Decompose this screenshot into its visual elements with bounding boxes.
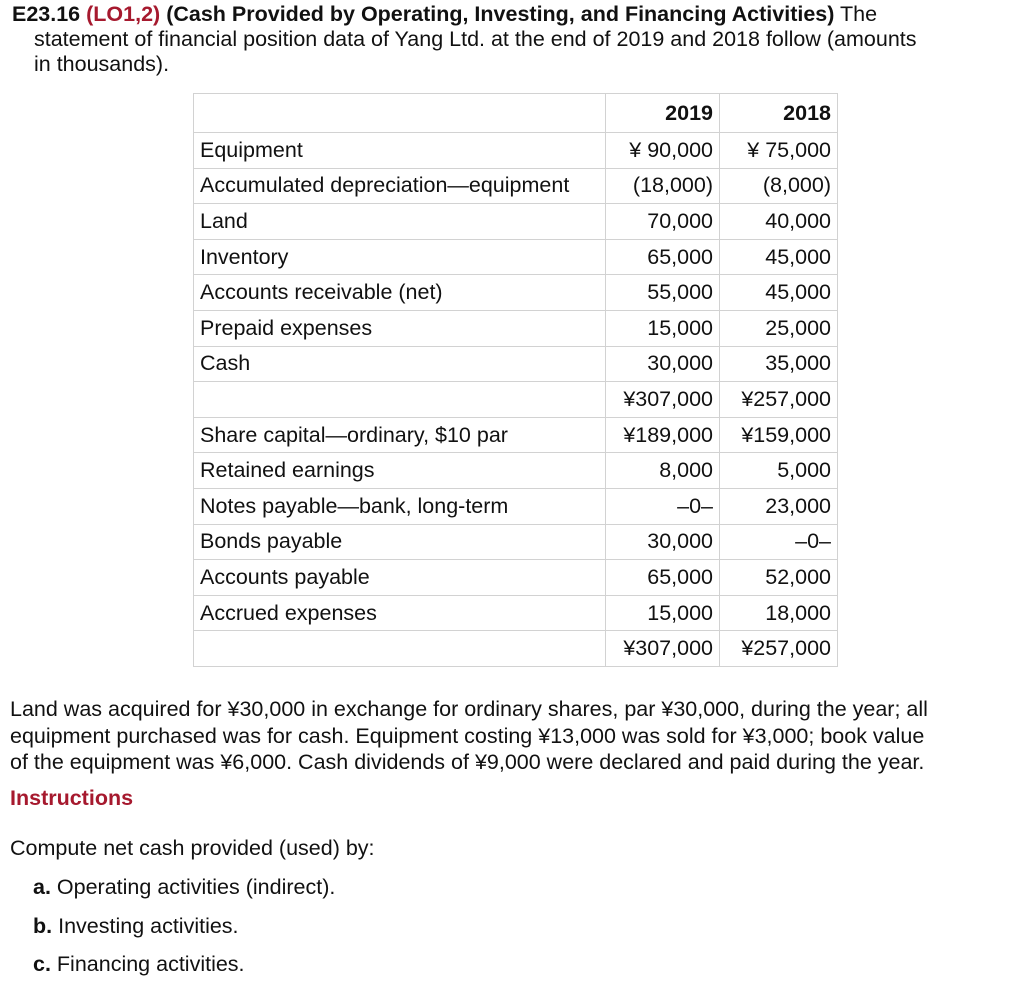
table-row bbox=[194, 204, 838, 240]
total-2018: ¥257,000 bbox=[720, 631, 838, 667]
header-label-cell bbox=[194, 94, 606, 133]
value-2019: 15,000 bbox=[606, 595, 720, 631]
table-row bbox=[194, 595, 838, 631]
value-2018: (8,000) bbox=[720, 168, 838, 204]
value-2019: ¥189,000 bbox=[606, 417, 720, 453]
task-text: Financing activities. bbox=[56, 952, 245, 976]
value-2019: ¥ 90,000 bbox=[606, 133, 720, 169]
paragraph-line: of the equipment was ¥6,000. Cash dividends of ¥9,000 were declared and paid during the year. bbox=[10, 750, 925, 774]
value-2019: 65,000 bbox=[606, 239, 720, 275]
task-text: Operating activities (indirect). bbox=[56, 875, 336, 899]
row-label: Prepaid expenses bbox=[194, 310, 606, 346]
value-2019: 30,000 bbox=[606, 524, 720, 560]
task-item bbox=[33, 913, 335, 952]
task-item bbox=[33, 951, 335, 990]
learning-objectives: (LO1,2) bbox=[86, 2, 161, 26]
value-2019: 70,000 bbox=[606, 204, 720, 240]
total-assets-row bbox=[194, 382, 838, 418]
exercise-header bbox=[12, 2, 1012, 77]
row-label bbox=[194, 631, 606, 667]
intro-text-line1: The bbox=[840, 2, 878, 26]
value-2018: 35,000 bbox=[720, 346, 838, 382]
intro-text-line2: statement of financial position data of Yang Ltd. at the end of 2019 and 2018 follow (amounts bbox=[34, 27, 917, 51]
header-2018: 2018 bbox=[720, 94, 838, 133]
table-row bbox=[194, 168, 838, 204]
header-2019: 2019 bbox=[606, 94, 720, 133]
table-row bbox=[194, 239, 838, 275]
row-label: Land bbox=[194, 204, 606, 240]
table-row bbox=[194, 453, 838, 489]
row-label: Accounts receivable (net) bbox=[194, 275, 606, 311]
total-equities-row bbox=[194, 631, 838, 667]
table-row bbox=[194, 346, 838, 382]
row-label: Cash bbox=[194, 346, 606, 382]
value-2018: ¥159,000 bbox=[720, 417, 838, 453]
table-row bbox=[194, 488, 838, 524]
value-2018: 23,000 bbox=[720, 488, 838, 524]
total-2018: ¥257,000 bbox=[720, 382, 838, 418]
row-label: Share capital—ordinary, $10 par bbox=[194, 417, 606, 453]
table-row bbox=[194, 417, 838, 453]
value-2019: (18,000) bbox=[606, 168, 720, 204]
task-item bbox=[33, 874, 335, 913]
value-2019: 15,000 bbox=[606, 310, 720, 346]
value-2018: ¥ 75,000 bbox=[720, 133, 838, 169]
row-label: Inventory bbox=[194, 239, 606, 275]
value-2019: –0– bbox=[606, 488, 720, 524]
total-2019: ¥307,000 bbox=[606, 631, 720, 667]
table-row bbox=[194, 560, 838, 596]
financial-position-table bbox=[193, 93, 838, 667]
value-2018: 40,000 bbox=[720, 204, 838, 240]
table-row bbox=[194, 310, 838, 346]
value-2018: 45,000 bbox=[720, 239, 838, 275]
row-label: Accumulated depreciation—equipment bbox=[194, 168, 606, 204]
paragraph-line: Land was acquired for ¥30,000 in exchange for ordinary shares, par ¥30,000, during the year; all bbox=[10, 697, 928, 721]
value-2019: 65,000 bbox=[606, 560, 720, 596]
table-row bbox=[194, 524, 838, 560]
value-2019: 8,000 bbox=[606, 453, 720, 489]
row-label: Bonds payable bbox=[194, 524, 606, 560]
value-2018: 45,000 bbox=[720, 275, 838, 311]
table-row bbox=[194, 133, 838, 169]
task-text: Investing activities. bbox=[58, 913, 239, 938]
value-2018: 52,000 bbox=[720, 560, 838, 596]
value-2019: 55,000 bbox=[606, 275, 720, 311]
instructions-heading: Instructions bbox=[10, 786, 134, 810]
row-label: Accrued expenses bbox=[194, 595, 606, 631]
value-2019: 30,000 bbox=[606, 346, 720, 382]
task-letter: c. bbox=[33, 952, 51, 976]
exercise-title: (Cash Provided by Operating, Investing, and Financing Activities) bbox=[166, 2, 835, 26]
value-2018: 5,000 bbox=[720, 453, 838, 489]
table-header-row bbox=[194, 94, 838, 133]
row-label: Retained earnings bbox=[194, 453, 606, 489]
row-label: Notes payable—bank, long-term bbox=[194, 488, 606, 524]
value-2018: 25,000 bbox=[720, 310, 838, 346]
intro-text-line3: in thousands). bbox=[34, 52, 170, 76]
value-2018: –0– bbox=[720, 524, 838, 560]
task-letter: a. bbox=[33, 875, 51, 899]
row-label bbox=[194, 382, 606, 418]
additional-info-paragraph bbox=[10, 696, 1015, 776]
paragraph-line: equipment purchased was for cash. Equipment costing ¥13,000 was sold for ¥3,000; book value bbox=[10, 723, 925, 748]
total-2019: ¥307,000 bbox=[606, 382, 720, 418]
instructions-prompt: Compute net cash provided (used) by: bbox=[10, 836, 375, 860]
task-list bbox=[33, 874, 335, 990]
row-label: Equipment bbox=[194, 133, 606, 169]
exercise-number: E23.16 bbox=[12, 2, 81, 26]
table-row bbox=[194, 275, 838, 311]
task-letter: b. bbox=[33, 913, 53, 938]
row-label: Accounts payable bbox=[194, 560, 606, 596]
value-2018: 18,000 bbox=[720, 595, 838, 631]
